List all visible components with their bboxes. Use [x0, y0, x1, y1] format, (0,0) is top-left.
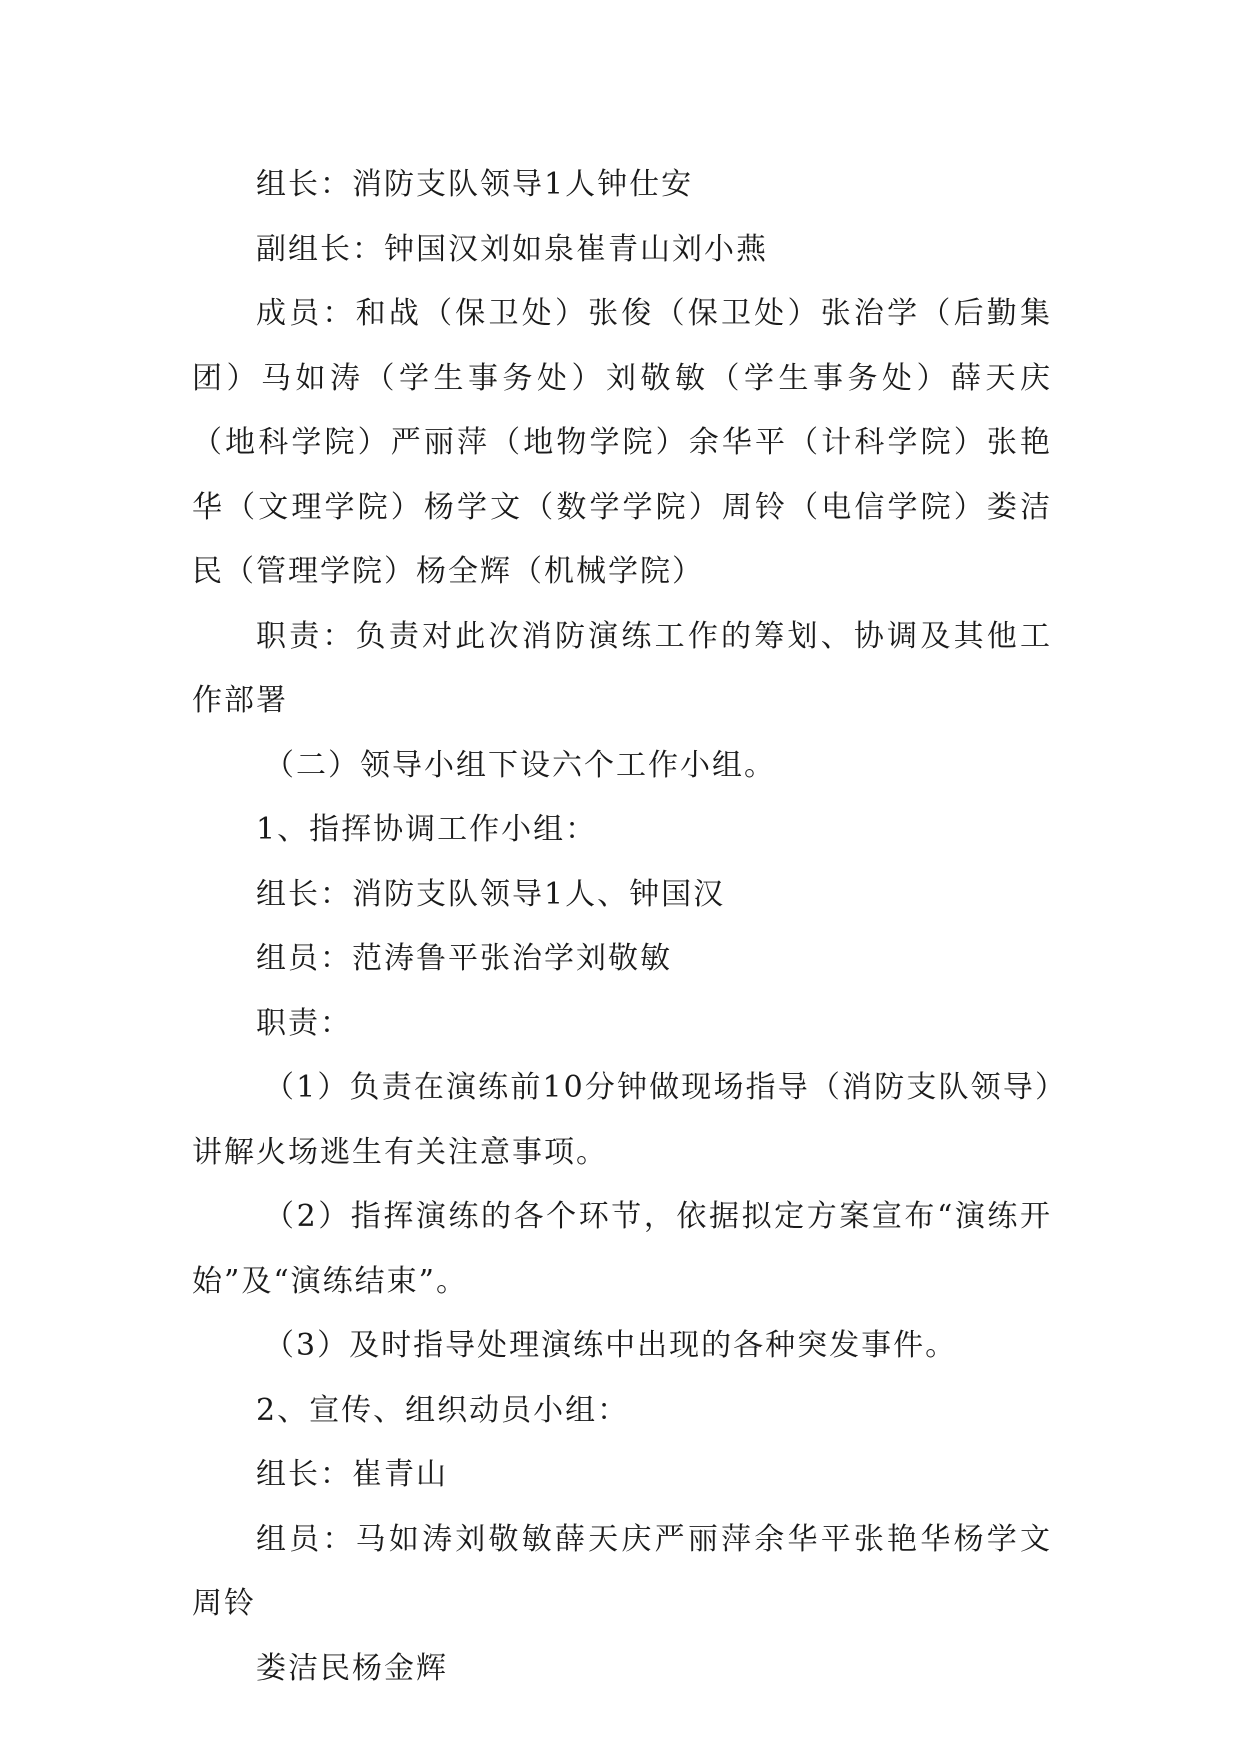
paragraph-group-2-leader: 组长：崔青山: [256, 1457, 448, 1492]
paragraph-group-1-duties: 职责：: [256, 1005, 352, 1041]
paragraph-group-2-members-cont: 娄洁民杨金辉: [256, 1650, 448, 1686]
paragraph-group-2-heading: 2、宣传、组织动员小组：: [256, 1392, 630, 1428]
paragraph-duties: 职责：负责对此次消防演练工作的筹划、协调及其他工作部署: [192, 618, 1052, 718]
paragraph-duty-3: （3）及时指导处理演练中出现的各种突发事件。: [264, 1328, 958, 1363]
paragraph-duty-1: （1）负责在演练前10分钟做现场指导（消防支队领导）讲解火场逃生有关注意事项。: [192, 1070, 1052, 1170]
paragraph-deputy-leader: 副组长：钟国汉刘如泉崔青山刘小燕: [256, 231, 768, 267]
paragraph-group-1-members: 组员：范涛鲁平张治学刘敬敏: [256, 941, 672, 976]
paragraph-group-1-heading: 1、指挥协调工作小组：: [256, 812, 598, 847]
paragraph-group-1-leader: 组长：消防支队领导1人、钟国汉: [256, 876, 726, 912]
paragraph-group-2-members: 组员：马如涛刘敬敏薛天庆严丽萍余华平张艳华杨学文周铃: [192, 1521, 1052, 1621]
paragraph-leader: 组长：消防支队领导1人钟仕安: [256, 167, 694, 202]
paragraph-section-heading: （二）领导小组下设六个工作小组。: [264, 747, 776, 783]
paragraph-duty-2: （2）指挥演练的各个环节，依据拟定方案宣布“演练开始”及“演练结束”。: [192, 1199, 1052, 1299]
document-body: [192, 153, 1052, 1701]
paragraph-members: 成员：和战（保卫处）张俊（保卫处）张治学（后勤集团）马如涛（学生事务处）刘敬敏（学生事务处）薛天庆（地科学院）严丽萍（地物学院）余华平（计科学院）张艳华（文理学院）杨学文（数学学院）周铃（电信学院）娄洁民（管理学院）杨全辉（机械学院）: [192, 296, 1052, 589]
